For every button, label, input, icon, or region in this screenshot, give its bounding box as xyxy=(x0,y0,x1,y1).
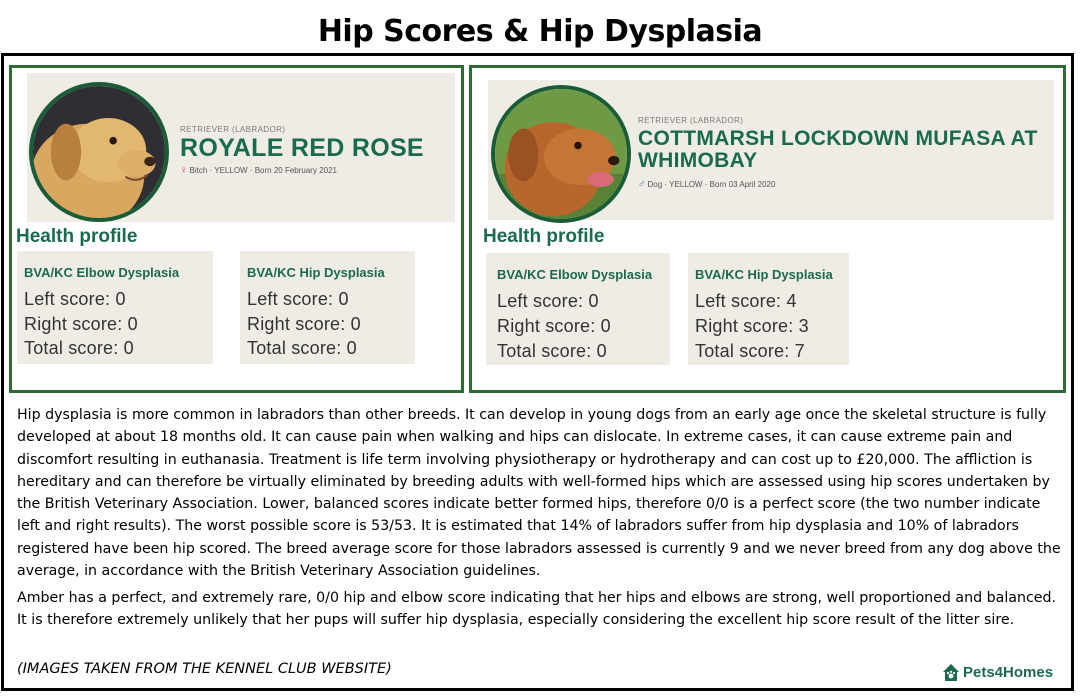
dog-card-royale-red-rose xyxy=(9,65,464,393)
dog-photo xyxy=(491,85,631,223)
elbow-left-score: Left score: 0 xyxy=(24,289,126,309)
dog-card-cottmarsh-lockdown-mufasa xyxy=(469,65,1066,393)
dog-breed: RETRIEVER (LABRADOR) xyxy=(180,125,286,134)
dog-details-text: Bitch · YELLOW · Born 20 February 2021 xyxy=(189,166,337,175)
dog-name: ROYALE RED ROSE xyxy=(180,134,424,162)
elbow-score-panel xyxy=(17,251,213,364)
dog-breed: RETRIEVER (LABRADOR) xyxy=(638,116,744,125)
amber-paragraph: Amber has a perfect, and extremely rare, 0/0 hip and elbow score indicating that her hips and elbows are strong, well proportioned and balanced. It is therefore extremely unlikely that her pups will suffer hip dysplasia, especially considering the excellent hip score result of the litter sire. xyxy=(17,590,1056,629)
house-paw-icon xyxy=(941,662,961,682)
female-icon: ♀ xyxy=(180,164,188,176)
elbow-total-score: Total score: 0 xyxy=(24,338,134,358)
hip-right-score: Right score: 3 xyxy=(695,316,809,336)
hip-score-panel xyxy=(688,253,849,365)
dog-photo-image xyxy=(33,86,165,218)
hip-left-score: Left score: 4 xyxy=(695,291,797,311)
pets4homes-logo xyxy=(941,662,1053,682)
logo-text: Pets4Homes xyxy=(963,663,1054,681)
hip-right-score: Right score: 0 xyxy=(247,314,361,334)
dog-photo-image xyxy=(495,89,627,219)
health-profile-heading: Health profile xyxy=(16,226,138,247)
image-source-caption: (IMAGES TAKEN FROM THE KENNEL CLUB WEBSITE) xyxy=(17,661,392,677)
health-profile-heading: Health profile xyxy=(483,226,605,247)
hip-dysplasia-paragraph: Hip dysplasia is more common in labradors than other breeds. It can develop in young dogs from an early age once the skeletal structure is fully developed at about 18 months old. It can cause pain when walking and hips can dislocate. In extreme cases, it can cause extreme pain and discomfort resulting in euthanasia. Treatment is life term involving physiotherapy or hydrotherapy and can cost up to £20,000. The affliction is hereditary and can therefore be virtually eliminated by breeding adults with well-formed hips which are assessed using hip scores undertaken by the British Veterinary Association. Lower, balanced scores indicate better formed hips, therefore 0/0 is a perfect score (the two number indicate left and right results). The worst possible score is 53/53. It is estimated that 14% of labradors suffer from hip dysplasia and 10% of labradors registered have been hip scored. The breed average score for those labradors assessed is currently 9 and we never breed from any dog above the average, in accordance with the British Veterinary Association guidelines. xyxy=(17,407,1061,580)
elbow-total-score: Total score: 0 xyxy=(497,341,607,361)
page-title: Hip Scores & Hip Dysplasia xyxy=(317,14,763,49)
dog-details-text: Dog · YELLOW · Born 03 April 2020 xyxy=(647,180,776,189)
elbow-score-panel xyxy=(486,253,670,365)
dog-details xyxy=(180,166,337,175)
elbow-score-title: BVA/KC Elbow Dysplasia xyxy=(497,267,653,282)
elbow-right-score: Right score: 0 xyxy=(24,314,138,334)
elbow-left-score: Left score: 0 xyxy=(497,291,599,311)
dog-name: COTTMARSH LOCKDOWN MUFASA AT WHIMOBAY xyxy=(638,127,1038,172)
hip-score-title: BVA/KC Hip Dysplasia xyxy=(247,265,385,280)
hip-total-score: Total score: 0 xyxy=(247,338,357,358)
male-icon: ♂ xyxy=(638,178,646,190)
dog-details xyxy=(638,180,775,189)
hip-score-panel xyxy=(240,251,415,364)
hip-score-title: BVA/KC Hip Dysplasia xyxy=(695,267,833,282)
hip-left-score: Left score: 0 xyxy=(247,289,349,309)
dog-photo xyxy=(29,82,169,222)
elbow-score-title: BVA/KC Elbow Dysplasia xyxy=(24,265,180,280)
hip-total-score: Total score: 7 xyxy=(695,341,805,361)
elbow-right-score: Right score: 0 xyxy=(497,316,611,336)
